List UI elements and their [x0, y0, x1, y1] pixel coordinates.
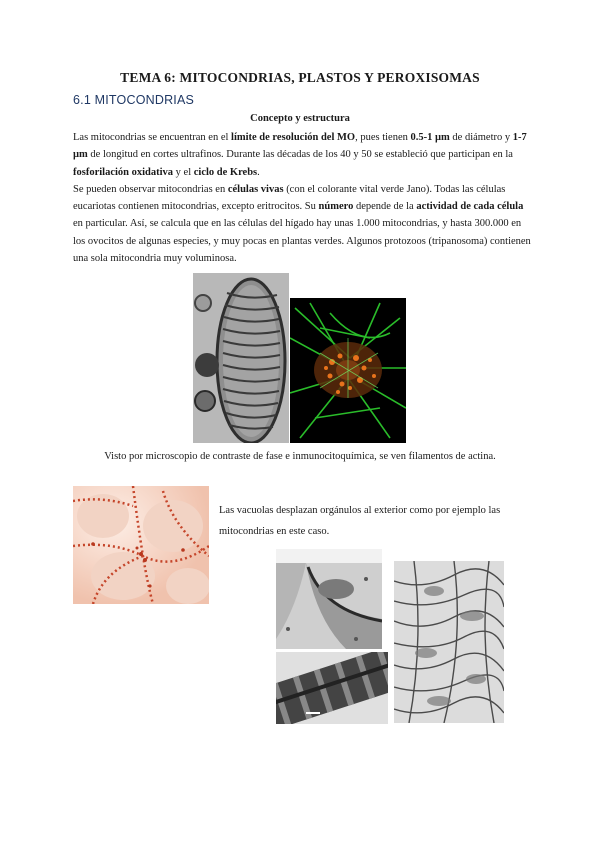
figure-caption: Visto por microscopio de contraste de fase e inmunocitoquímica, se ven filamentos de actina. — [104, 451, 496, 462]
paragraph-1 — [73, 129, 533, 181]
text-run: y el — [173, 166, 194, 178]
text-run: Se pueden observar mitocondrias en — [73, 183, 228, 195]
electron-micrograph-muscle — [276, 652, 388, 724]
bold-run: células vivas — [227, 183, 284, 195]
text-run: (con el colorante vital verde Jano). Todas las células eucariotas contienen mitocondrias, excepto eritrocitos. Su — [73, 183, 506, 213]
text-run: de diámetro y — [449, 132, 513, 143]
text-run: . — [257, 166, 260, 178]
side-text: Las vacuolas desplazan orgánulos al exterior como por ejemplo las mitocondrias en este caso. — [219, 505, 501, 537]
body-text — [73, 129, 533, 267]
electron-micrograph-tissue — [394, 561, 504, 723]
section-heading: 6.1 MITOCONDRIAS — [73, 93, 195, 107]
electron-micrograph — [276, 549, 382, 649]
bold-run: 1-7 µm — [73, 132, 527, 161]
bold-run: 0.5-1 µm — [410, 132, 450, 143]
text-run: , pues tienen — [355, 132, 411, 143]
text-run: en particular. Así, se calcula que en las células del hígado hay unas 1.000 mitocondrias, y hasta 300.000 en los ovocitos de algunas especies, y muy pocas en plantas verdes. Algunos protozoos (tripanosoma) contienen una sola mitocondria muy voluminosa. — [73, 218, 531, 265]
paragraph-2 — [73, 181, 533, 267]
text-run: de longitud en cortes ultrafinos. Durante las décadas de los 40 y 50 se estableció que participan en la — [87, 149, 513, 161]
text-run: depende de la — [353, 201, 417, 213]
page-title: TEMA 6: MITOCONDRIAS, PLASTOS Y PEROXISOMAS — [120, 70, 480, 85]
text-run: Las mitocondrias se encuentran en el — [73, 132, 232, 143]
bold-run: número — [318, 201, 354, 213]
bold-run: límite de resolución del MO — [231, 132, 356, 143]
fluorescence-micrograph — [290, 298, 406, 443]
bold-run: actividad de cada célula — [416, 201, 524, 213]
bold-run: fosforilación oxidativa — [73, 166, 174, 178]
mitochondrion-micrograph — [193, 273, 289, 443]
subheading: Concepto y estructura — [250, 113, 350, 124]
stained-tissue-image — [73, 486, 209, 604]
bold-run: ciclo de Krebs — [193, 166, 258, 178]
